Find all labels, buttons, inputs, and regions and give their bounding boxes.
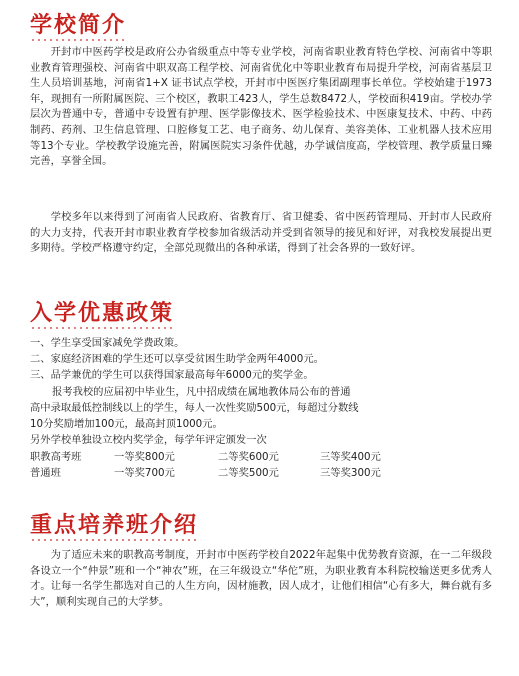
title-underline (30, 539, 198, 541)
policy-item-3: 三、品学兼优的学生可以获得国家最高每年6000元的奖学金。 (30, 369, 314, 381)
section-title-school-intro: 学校简介 (30, 12, 126, 38)
class-name: 普通班 (30, 467, 61, 479)
third-prize: 三等奖300元 (320, 467, 381, 479)
third-prize: 三等奖400元 (320, 451, 381, 463)
award-line-3: 10分奖励增加100元，最高封顶1000元。 (30, 418, 223, 430)
award-line-1: 报考我校的应届初中毕业生，凡中招成绩在属地教体局公布的普通 (52, 386, 351, 398)
school-intro-paragraph-2: 学校多年以来得到了河南省人民政府、省教育厅、省卫健委、省中医药管理局、开封市人民政府的大力支持，代表开封市职业教育学校参加省级活动并受到省领导的接见和好评，对我校发展提出更多期待。学校严格遵守约定，全部兑现微出的各种承诺，得到了社会各界的一致好评。 (30, 211, 492, 255)
second-prize: 二等奖500元 (218, 467, 279, 479)
policy-item-2: 二、家庭经济困难的学生还可以享受贫困生助学金两年4000元。 (30, 353, 324, 365)
title-underline (30, 327, 174, 329)
award-line-2: 高中录取最低控制线以上的学生，每人一次性奖励500元，每超过分数线 (30, 402, 359, 414)
policy-item-1: 一、学生享受国家减免学费政策。 (30, 337, 185, 349)
first-prize: 一等奖800元 (114, 451, 175, 463)
first-prize: 一等奖700元 (114, 467, 175, 479)
school-intro-paragraph-1: 开封市中医药学校是政府公办省级重点中等专业学校，河南省职业教育特色学校、河南省中等职业教育管理强校、河南省中职双高工程学校、河南省优化中等职业教育布局提升学校，河南省基层卫生人员培训基地，河南省1+X 证书试点学校，开封市中医医疗集团副理事长单位。学校始建于1973年，现拥有一所附属医院、三个校区，教职工423人，学生总数8472人，学校面积419亩。学校办学层次为普通中专，普通中专设置有护理、医学影像技术、医学检验技术、中医康复技术、中药、中药制药、药剂、卫生信息管理、口腔修复工艺、电子商务、幼儿保育、美容美体、工业机器人技术应用等13个专业。学校教学设施完善，附属医院实习条件优越，办学诚信度高，学校管理、教学质量日臻完善，享誉全国。 (30, 46, 492, 168)
key-classes-paragraph: 为了适应未来的职教高考制度，开封市中医药学校自2022年起集中优势教育资源，在一二年级段各设立一个“仲景”班和一个“神农”班，在三年级设立“华佗”班，为职业教育本科院校输送更多优秀人才。让每一名学生都选对自己的人生方向，因材施教，因人成才，让他们相信“心有多大，舞台就有多大”，顺利实现自己的大学梦。 (30, 549, 492, 608)
section-title-admission-policy: 入学优惠政策 (30, 300, 174, 326)
title-underline (30, 39, 126, 41)
award-line-4: 另外学校单独设立校内奖学金，每学年评定颁发一次 (30, 434, 267, 446)
class-name: 职教高考班 (30, 451, 82, 463)
second-prize: 二等奖600元 (218, 451, 279, 463)
section-title-key-classes: 重点培养班介绍 (30, 512, 198, 538)
